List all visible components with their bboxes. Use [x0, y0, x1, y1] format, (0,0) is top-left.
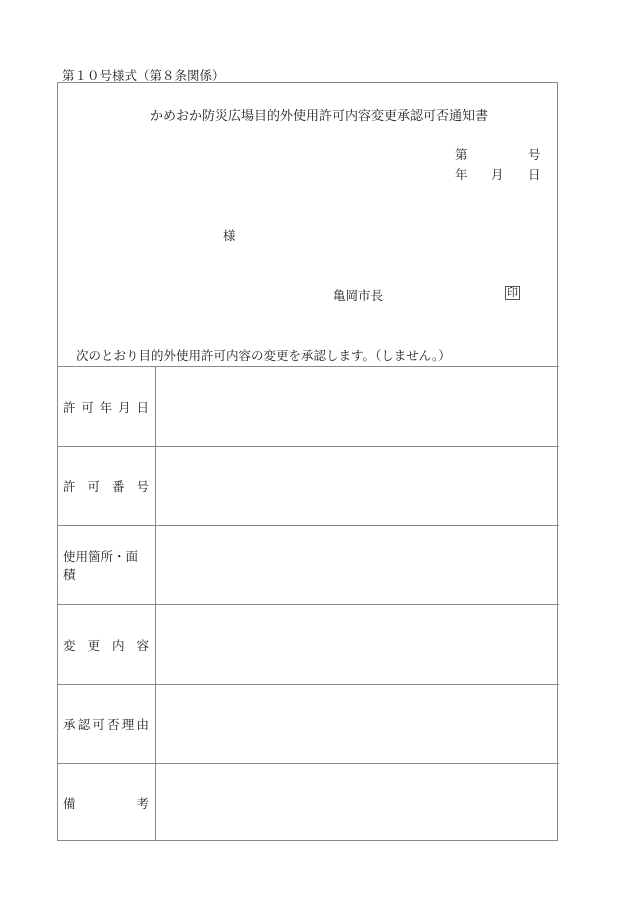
seal-mark: 印: [507, 286, 518, 299]
issuer: 亀岡市長: [333, 288, 384, 303]
row-label-permit-date: 許 可 年 月 日: [63, 399, 149, 415]
addressee-suffix: 様: [223, 228, 236, 243]
form-number: 第１０号様式（第８条関係）: [62, 68, 225, 83]
date-year: 年: [455, 167, 468, 182]
field-approval-reason[interactable]: [156, 685, 558, 763]
row-label-approval-reason: 承 認 可 否 理 由: [63, 717, 149, 732]
field-change-details[interactable]: [156, 605, 558, 684]
field-remarks[interactable]: [156, 764, 558, 841]
row-label-location-area: 使用箇所・面積: [63, 549, 139, 582]
date-month: 月: [491, 167, 504, 182]
date-day: 日: [528, 167, 541, 182]
field-location-area[interactable]: [156, 526, 558, 604]
field-permit-date[interactable]: [156, 367, 558, 446]
field-permit-number[interactable]: [156, 447, 558, 525]
doc-number-prefix: 第: [455, 147, 468, 162]
row-label-change-details: 変 更 内 容: [63, 637, 149, 653]
statement: 次のとおり目的外使用許可内容の変更を承認します。（しません。）: [76, 348, 451, 363]
row-label-permit-number: 許 可 番 号: [63, 479, 149, 494]
row-label-remarks: 備 考: [63, 795, 149, 811]
doc-number-suffix: 号: [528, 147, 541, 162]
document-title: かめおか防災広場目的外使用許可内容変更承認可否通知書: [150, 109, 489, 124]
